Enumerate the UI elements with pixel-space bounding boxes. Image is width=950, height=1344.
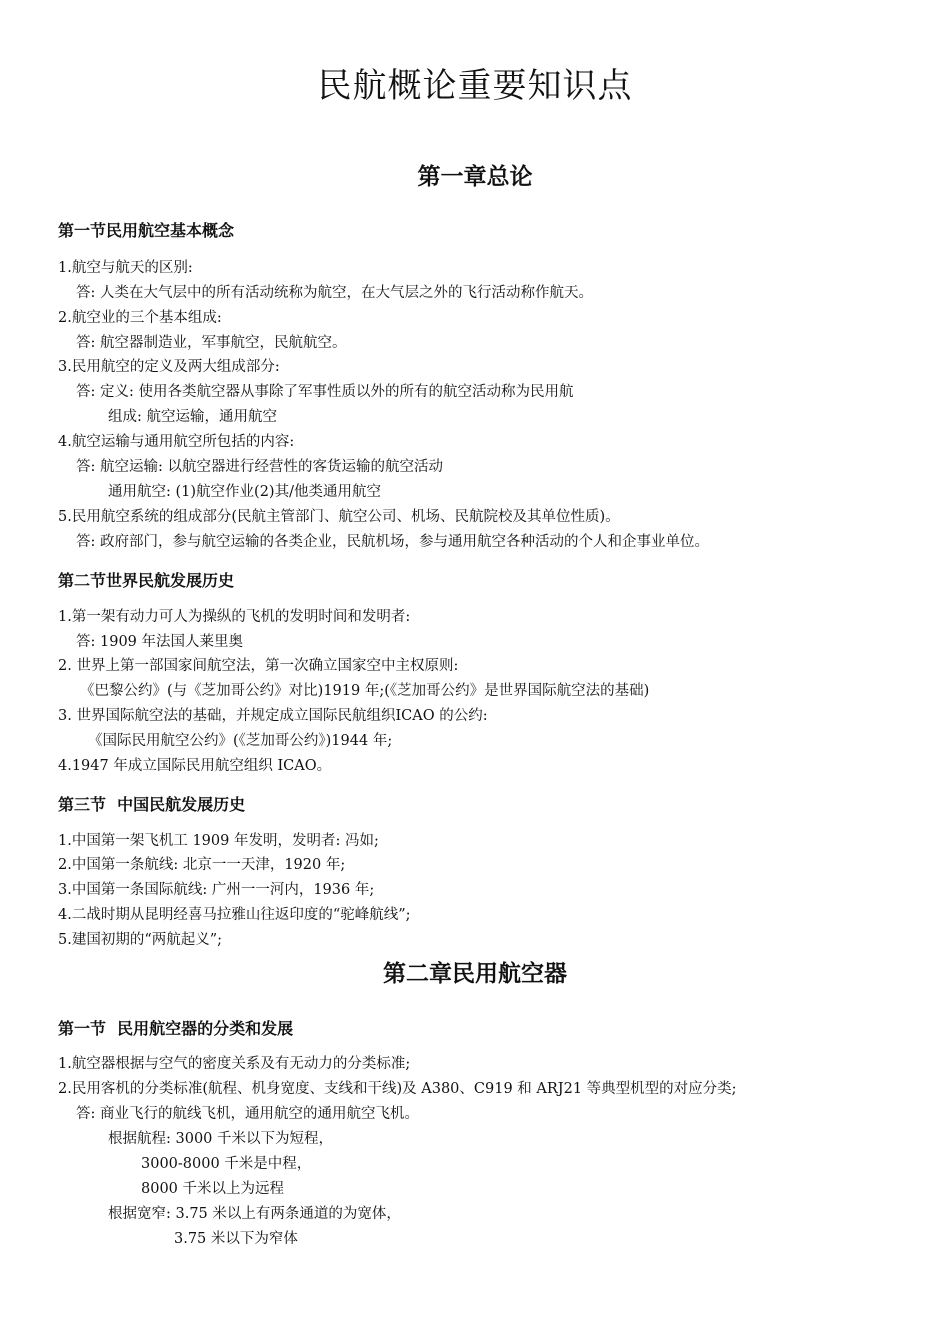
- text-line: 答: 政府部门，参与航空运输的各类企业，民航机场，参与通用航空各种活动的个人和企事业单位。: [76, 534, 709, 550]
- ch1-section-2-heading: 第二节世界民航发展历史: [58, 571, 235, 590]
- text-line: 5.民用航空系统的组成部分(民航主管部门、航空公司、机场、民航院校及其单位性质)。: [58, 509, 620, 525]
- text-line: 答: 人类在大气层中的所有活动统称为航空，在大气层之外的飞行活动称作航天。: [76, 285, 593, 301]
- chapter-2-heading: 第二章民用航空器: [383, 961, 567, 987]
- text-line: 2.中国第一条航线: 北京一一天津，1920 年;: [58, 857, 346, 873]
- text-line: 4.航空运输与通用航空所包括的内容:: [58, 434, 295, 450]
- text-line: 答: 1909 年法国人莱里奥: [76, 634, 244, 650]
- text-line: 3000-8000 千米是中程，: [141, 1156, 312, 1172]
- text-line: 3.75 米以下为窄体: [174, 1231, 298, 1247]
- text-line: 根据航程: 3000 千米以下为短程，: [108, 1131, 334, 1147]
- page-title: 民航概论重要知识点: [317, 66, 633, 106]
- text-line: 《国际民用航空公约》(《芝加哥公约》)1944 年;: [88, 733, 393, 749]
- text-line: 3. 世界国际航空法的基础，并规定成立国际民航组织ICAO 的公约:: [58, 708, 488, 724]
- text-line: 2.航空业的三个基本组成:: [58, 310, 222, 326]
- text-line: 8000 千米以上为远程: [141, 1181, 285, 1197]
- text-line: 答: 航空器制造业，军事航空，民航航空。: [76, 335, 347, 351]
- text-line: 5.建国初期的“两航起义”;: [58, 932, 223, 948]
- text-line: 3.民用航空的定义及两大组成部分:: [58, 359, 280, 375]
- ch1-section-3-heading: 第三节 中国民航发展历史: [58, 795, 246, 814]
- chapter-1-heading: 第一章总论: [417, 164, 533, 190]
- text-line: 3.中国第一条国际航线: 广州一一河内，1936 年;: [58, 882, 375, 898]
- text-line: 1.中国第一架飞机工 1909 年发明，发明者: 冯如;: [58, 833, 379, 849]
- text-line: 组成: 航空运输，通用航空: [108, 409, 277, 425]
- text-line: 1.航空器根据与空气的密度关系及有无动力的分类标准;: [58, 1056, 411, 1072]
- text-line: 通用航空: (1)航空作业(2)其/他类通用航空: [108, 484, 381, 500]
- text-line: 《巴黎公约》(与《芝加哥公约》对比)1919 年;(《芝加哥公约》是世界国际航空法的基础): [80, 683, 650, 699]
- text-line: 1.航空与航天的区别:: [58, 260, 193, 276]
- text-line: 答: 航空运输: 以航空器进行经营性的客货运输的航空活动: [76, 459, 443, 475]
- text-line: 4.二战时期从昆明经喜马拉雅山往返印度的“驼峰航线”;: [58, 907, 411, 923]
- text-line: 答: 商业飞行的航线飞机，通用航空的通用航空飞机。: [76, 1106, 419, 1122]
- text-line: 2. 世界上第一部国家间航空法，第一次确立国家空中主权原则:: [58, 658, 459, 674]
- text-line: 2.民用客机的分类标准(航程、机身宽度、支线和干线)及 A380、C919 和 ARJ21 等典型机型的对应分类;: [58, 1081, 737, 1097]
- text-line: 根据宽窄: 3.75 米以上有两条通道的为宽体，: [108, 1206, 401, 1222]
- text-line: 4.1947 年成立国际民用航空组织 ICAO。: [58, 758, 332, 774]
- text-line: 答: 定义: 使用各类航空器从事除了军事性质以外的所有的航空活动称为民用航: [76, 384, 574, 400]
- text-line: 1.第一架有动力可人为操纵的飞机的发明时间和发明者:: [58, 609, 411, 625]
- ch2-section-1-heading: 第一节 民用航空器的分类和发展: [58, 1019, 294, 1038]
- ch1-section-1-heading: 第一节民用航空基本概念: [58, 221, 235, 240]
